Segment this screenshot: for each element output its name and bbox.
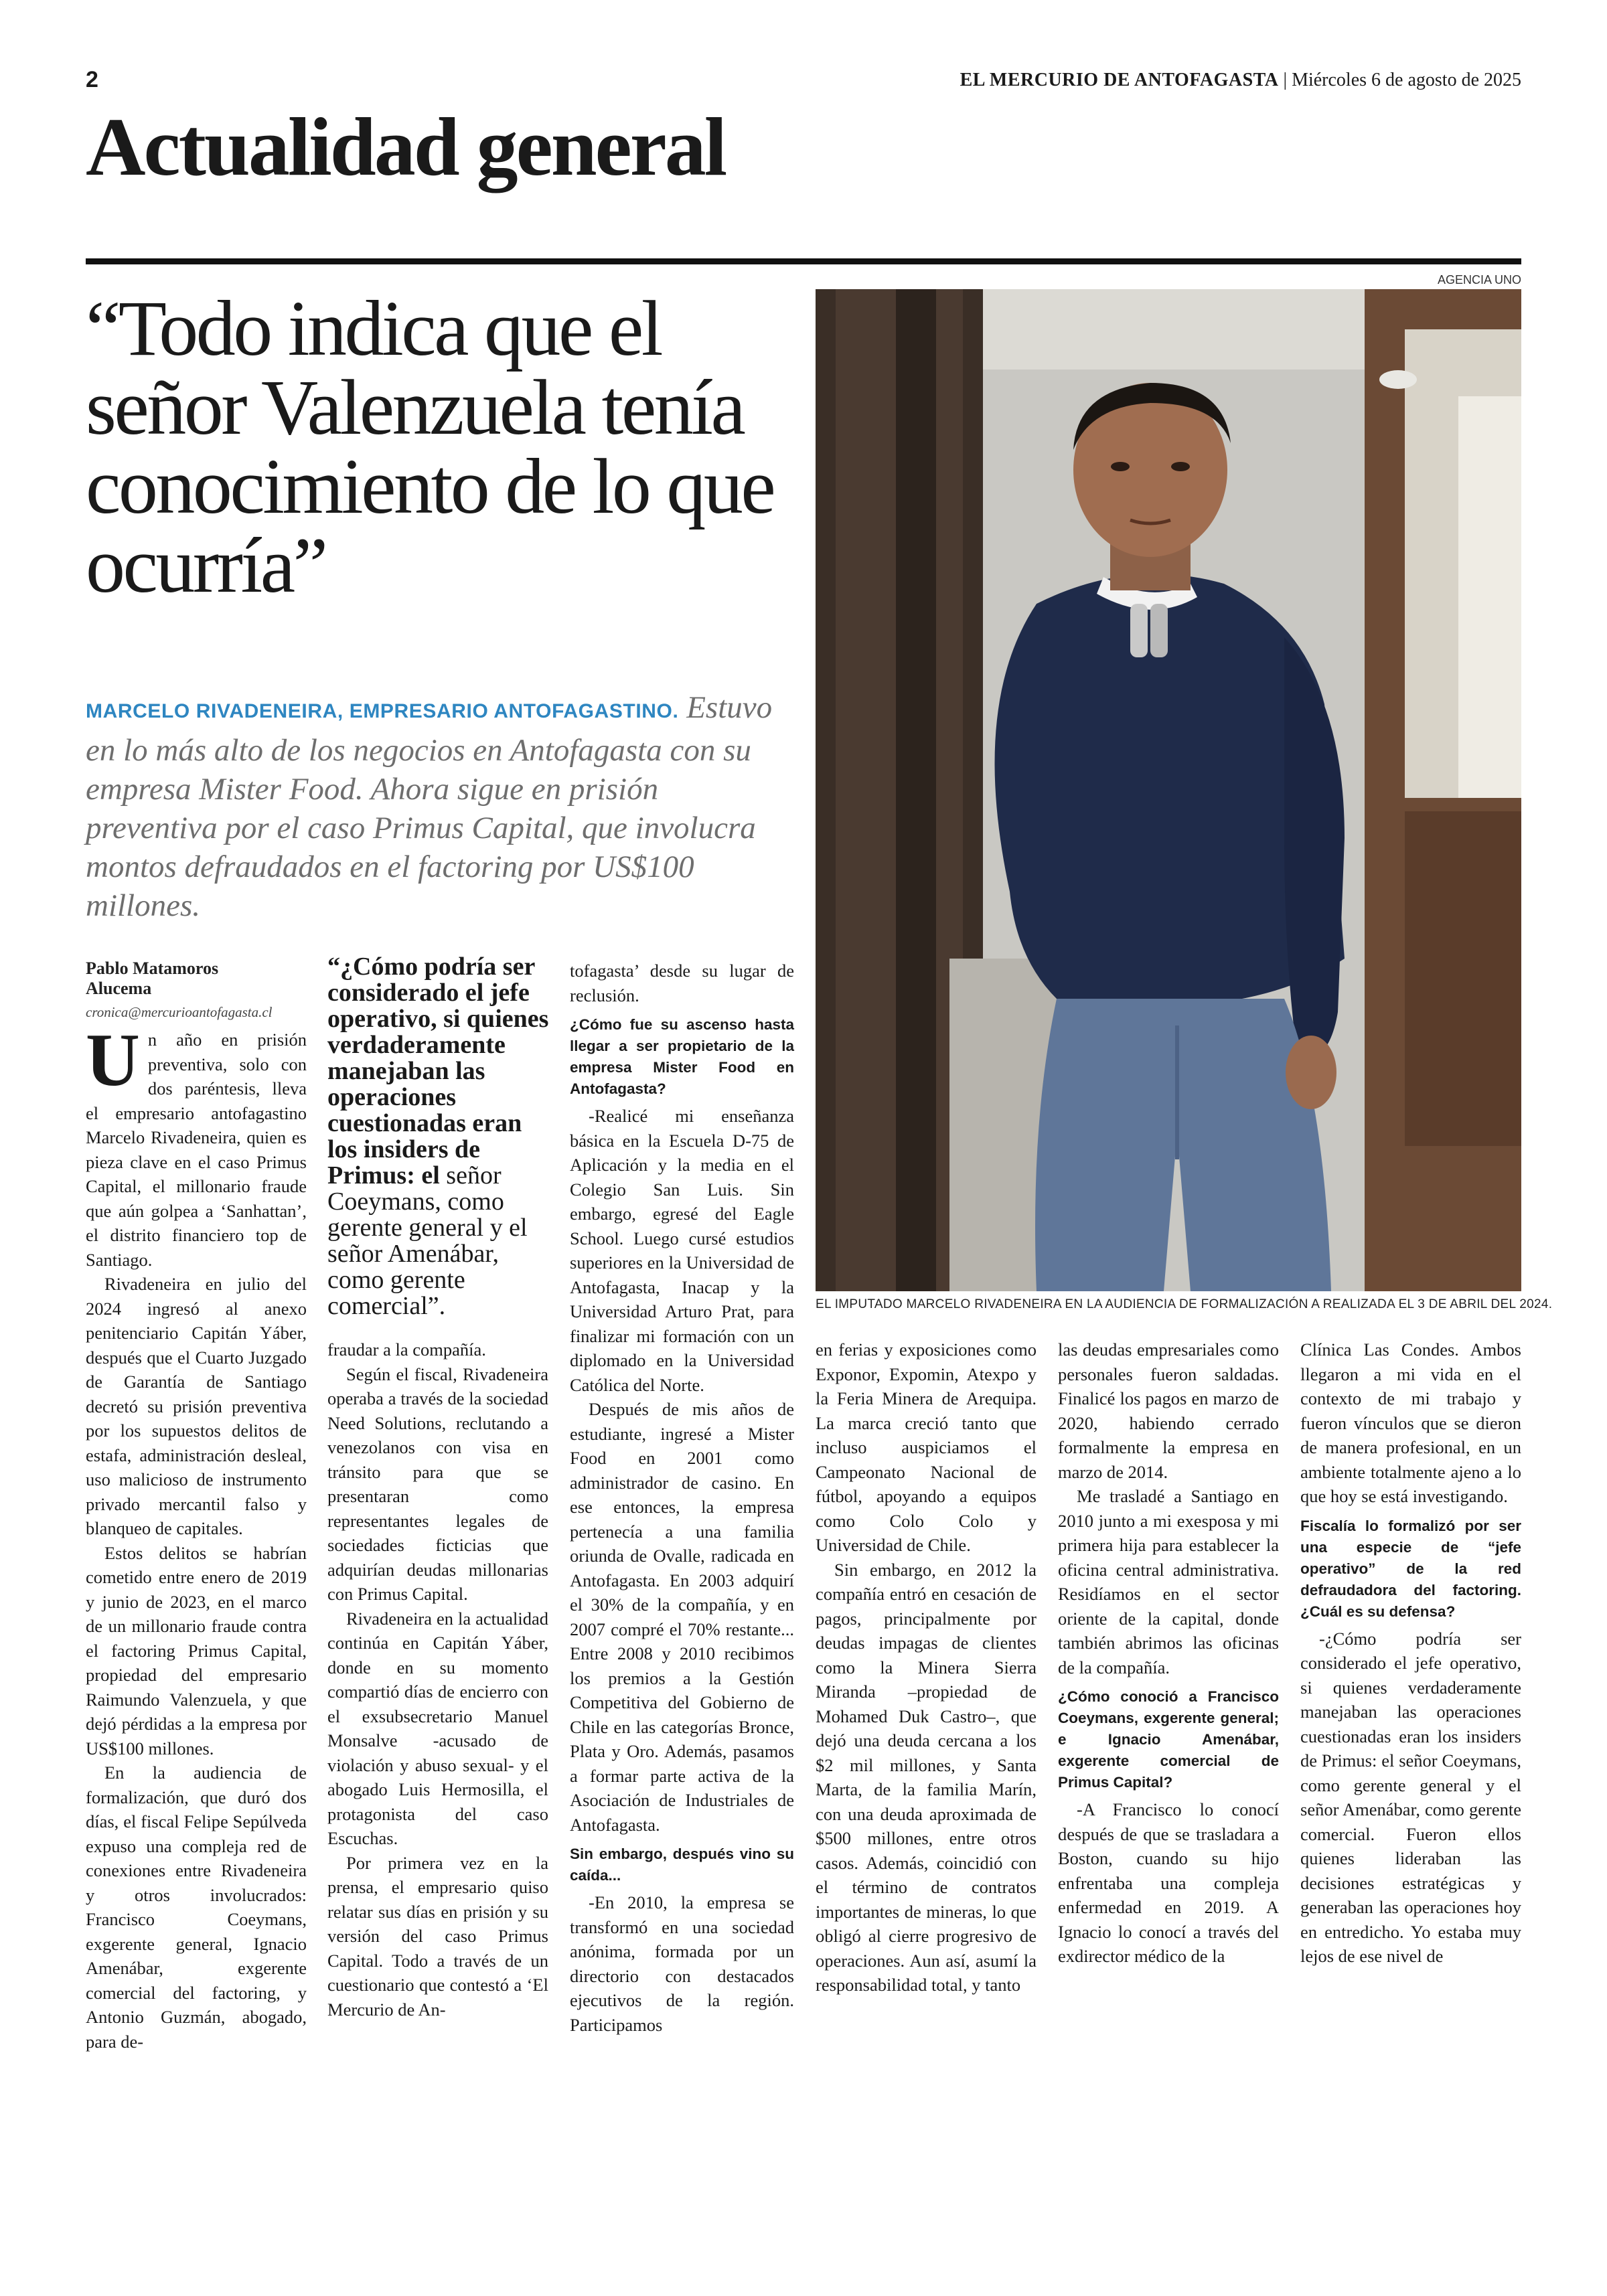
deck-text: Estuvo en lo más alto de los negocios en Antofagasta con su empresa Mister Food. Ahora sigue en prisión preventiva por el caso Primus Capital, que involucra montos defraudados en el factoring por US$100 millones. [86,690,773,923]
body-paragraph: Rivadeneira en la actualidad continúa en Capitán Yáber, donde en su momento compartió días de encierro con el exsubsecretario Manuel Monsalve -acusado de violación y abuso sexual- y el abogado Luis Hermosilla, el protagonista del caso Escuchas. [327,1608,548,1848]
article-photo [816,289,1521,1291]
interview-question: ¿Cómo fue su ascenso hasta llegar a ser propietario de la empresa Mister Food en Antofagasta? [570,1016,794,1097]
body-paragraph: en ferias y exposiciones como Exponor, Expomin, Atexpo y la Feria Minera de Arequipa. La marca creció tanto que incluso auspiciamos el Campeonato Nacional de fútbol, apoyando a equipos como Colo Colo y Universidad de Chile. [816,1339,1037,1555]
body-paragraph: fraudar a la compañía. [327,1339,486,1360]
body-paragraph: Según el fiscal, Rivadeneira operaba a través de la sociedad Need Solutions, reclutando a venezolanos con visa en tránsito para que se presentaran como representantes legales de sociedades ficticias que adquirían deudas millonarias con Primus Capital. [327,1364,548,1604]
body-column-1 [86,1019,307,2054]
body-paragraph [86,1019,307,1272]
body-column-2 [327,1337,548,2022]
photo-credit: AGENCIA UNO [1437,273,1521,286]
body-paragraph: tofagasta’ desde su lugar de reclusión. [570,961,794,1005]
headline: “Todo indica que el señor Valenzuela tenía conocimiento de lo que ocurría” [86,284,774,609]
pull-quote-bold: “¿Cómo podría ser considerado el jefe operativo, si quienes verdaderamente manejaban las operaciones cuestionadas eran los insiders de Primus: el [327,953,549,1190]
photo-illustration [816,289,1521,1291]
page-number: 2 [86,67,98,92]
kicker: MARCELO RIVADENEIRA, EMPRESARIO ANTOFAGASTINO. [86,700,679,722]
body-paragraph: -¿Cómo podría ser considerado el jefe operativo, si quienes verdaderamente manejaban las operaciones cuestionadas eran los insiders de Primus: el señor Coeymans, como gerente general y el señor Amenábar, como gerente comercial. Fueron ellos quienes lideraban las decisiones estratégicas y generaban las operaciones hoy en entredicho. Yo estaba muy lejos de ese nivel de [1300,1628,1521,1966]
author-email: cronica@mercurioantofagasta.cl [86,1004,273,1020]
body-paragraph: Estos delitos se habrían cometido entre enero de 2019 y junio de 2023, en el marco de un millonario fraude contra el factoring Primus Capital, propiedad del empresario Raimundo Valenzuela, y que dejó pérdidas a la empresa por US$100 millones. [86,1542,307,1758]
interview-question: Sin embargo, después vino su caída... [570,1846,794,1884]
body-paragraph: -A Francisco lo conocí después de que se trasladara a Boston, cuando su hijo enfrentaba una compleja enfermedad en 2019. A Ignacio lo conocí a través del exdirector médico de la [1058,1799,1279,1966]
body-paragraph: -En 2010, la empresa se transformó en una sociedad anónima, formada por un directorio con destacados ejecutivos de la región. Participamos [570,1892,794,2035]
byline [86,959,287,1021]
masthead-separator: | [1283,70,1292,90]
interview-question: Fiscalía lo formalizó por ser una especie de “jefe operativo” de la red defraudadora del factoring. ¿Cuál es su defensa? [1300,1517,1521,1620]
body-paragraph: -Realicé mi enseñanza básica en la Escuela D-75 de Aplicación y la media en el Colegio San Luis. Sin embargo, egresé del Eagle School. Luego cursé estudios superiores en la Universidad de Antofagasta, Inacap y la Universidad Arturo Prat, para finalizar mi formación con un diplomado en la Universidad Católica del Norte. [570,1106,794,1395]
body-paragraph: las deudas empresariales como personales fueron saldadas. Finalicé los pagos en marzo de 2020, habiendo cerrado formalmente la empresa en marzo de 2014. [1058,1339,1279,1482]
body-paragraph: Clínica Las Condes. Ambos llegaron a mi vida en el contexto de mi trabajo y fueron vínculos que se dieron de manera profesional, en un ambiente totalmente ajeno a lo que hoy se está investigando. [1300,1339,1521,1506]
drop-cap: U [86,1019,140,1102]
body-column-6 [1300,1337,1521,1969]
body-paragraph: Me trasladé a Santiago en 2010 junto a mi exesposa y mi primera hija para establecer la oficina central administrativa. Residíamos en el sector oriente de la capital, donde también abrimos las oficinas de la compañía. [1058,1486,1279,1677]
body-paragraph: En la audiencia de formalización, que duró dos días, el fiscal Felipe Sepúlveda expuso una compleja red de conexiones entre Rivadeneira y otros involucrados: Francisco Coeymans, exgerente general, Ignacio Amenábar, exgerente comercial del factoring, y Antonio Guzmán, abogado, para de- [86,1762,307,2052]
body-text: n año en prisión preventiva, solo con dos paréntesis, lleva el empresario antofagastino Marcelo Rivadeneira, quien es pieza clave en el caso Primus Capital, el millonario fraude que aún golpea a ‘Sanhattan’, el distrito financiero top de Santiago. [86,1030,307,1270]
body-paragraph: Rivadeneira en julio del 2024 ingresó al anexo penitenciario Capitán Yáber, después que el Cuarto Juzgado de Garantía de Santiago decretó su prisión preventiva por los supuestos delitos de estafa, administración desleal, uso malicioso de instrumento privado mercantil falso y blanqueo de capitales. [86,1274,307,1538]
publication-name: EL MERCURIO DE ANTOFAGASTA [960,70,1279,90]
publication-date: Miércoles 6 de agosto de 2025 [1292,70,1521,90]
interview-question: ¿Cómo conoció a Francisco Coeymans, exgerente general; e Ignacio Amenábar, exgerente comercial de Primus Capital? [1058,1688,1279,1791]
deck [86,688,795,925]
body-paragraph: Sin embargo, en 2012 la compañía entró en cesación de pagos, principalmente por deudas impagas de clientes como la Minera Sierra Miranda –propiedad de Mohamed Duk Castro–, que dejó una deuda cercana a los $2 mil millones, y Santa Marta, de la familia Marín, con una deuda aproximada de $500 millones, entre otros casos. Además, coincidió con el término de contratos importantes de mineras, lo que obligó al cierre progresivo de operaciones. Aun así, asumí la responsabilidad total, y tanto [816,1559,1037,1995]
body-paragraph: Por primera vez en la prensa, el empresario quiso relatar sus días en prisión y su versión del caso Primus Capital. Todo a través de un cuestionario que contestó a ‘El Mercurio de An- [327,1852,548,2020]
masthead [960,70,1521,91]
pull-quote-rest: señor Coeymans, como gerente general y el señor Amenábar, como gerente comercial”. [327,1161,528,1320]
section-rule [86,258,1521,264]
body-column-5 [1058,1337,1279,1969]
body-column-3 [570,959,794,2037]
photo-caption: EL IMPUTADO MARCELO RIVADENEIRA EN LA AUDIENCIA DE FORMALIZACIÓN A REALIZADA EL 3 DE ABRIL DEL 2024. [816,1297,1553,1311]
body-paragraph: Después de mis años de estudiante, ingresé a Mister Food en 2001 como administrador de casino. En ese entonces, la empresa pertenecía a una familia oriunda de Ovalle, radicada en Antofagasta. En 2003 adquirí el 30% de la compañía, y en 2007 compré el 70% restante... Entre 2008 y 2010 recibimos los premios a la Gestión Competitiva del Gobierno de Chile en las categorías Bronce, Plata y Oro. Además, pasamos a formar parte activa de la Asociación de Industriales de Antofagasta. [570,1399,794,1835]
pull-quote [327,954,555,1319]
section-title: Actualidad general [86,101,726,193]
author-name: Pablo Matamoros Alucema [86,959,219,998]
body-column-4 [816,1337,1037,1997]
